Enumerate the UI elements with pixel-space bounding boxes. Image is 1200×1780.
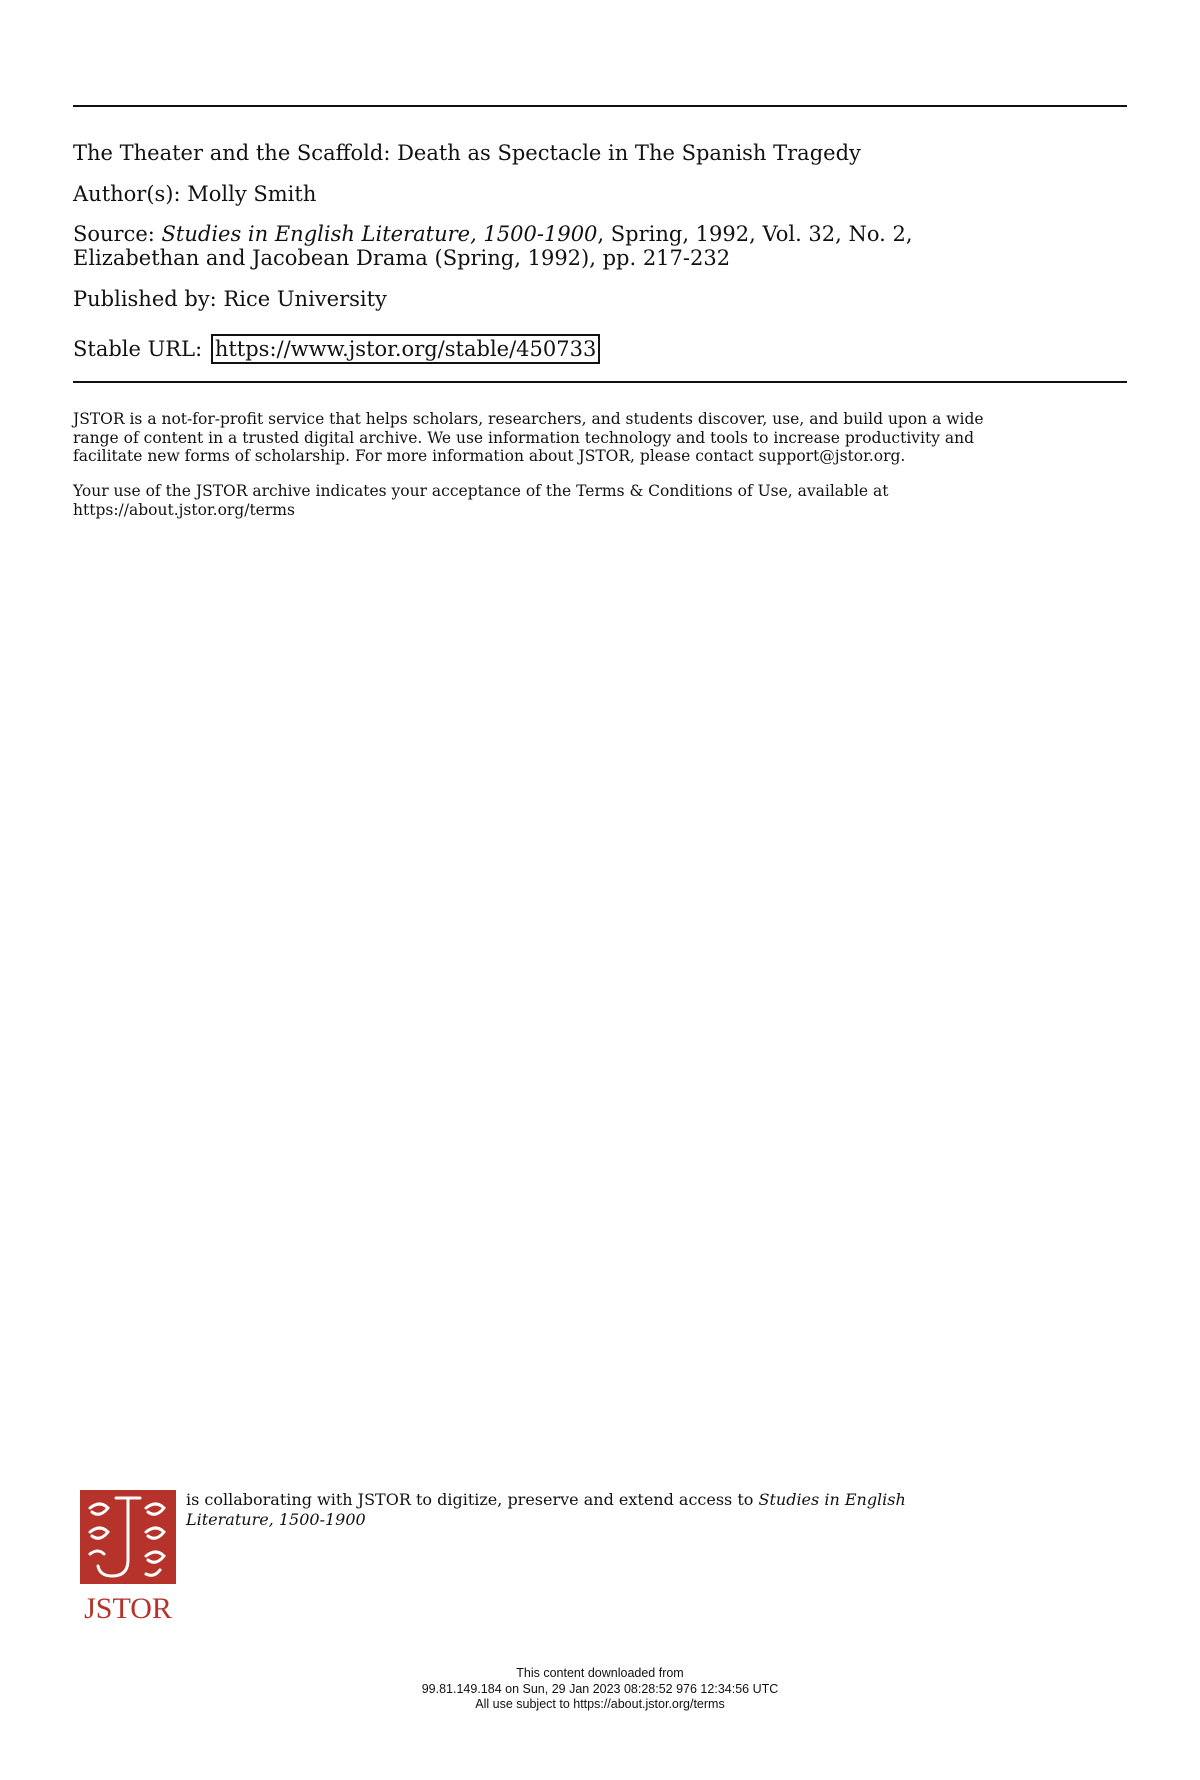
author-name: Molly Smith: [187, 182, 317, 206]
stable-url-label: Stable URL:: [73, 337, 203, 361]
publisher-label: Published by:: [73, 287, 217, 311]
journal-title: Studies in English Literature, 1500-1900: [161, 222, 598, 246]
publisher-name: Rice University: [223, 287, 387, 311]
footer-line: 99.81.149.184 on Sun, 29 Jan 2023 08:28:52 976 12:34:56 UTC: [421, 1681, 779, 1696]
source-line: [73, 222, 1133, 270]
download-footer: [0, 1666, 1200, 1713]
footer-line: All use subject to https://about.jstor.org/terms: [475, 1697, 725, 1711]
collaboration-journal: Studies in English: [758, 1490, 906, 1509]
jstor-logo-icon: [76, 1490, 180, 1624]
middle-divider: [73, 381, 1127, 383]
article-title: The Theater and the Scaffold: Death as Spectacle in The Spanish Tragedy: [73, 141, 861, 165]
author-label: Author(s):: [73, 182, 181, 206]
terms-notice-paragraph: [73, 482, 1133, 519]
author-line: [73, 182, 1133, 206]
top-divider: [73, 105, 1127, 107]
collaboration-journal-cont: Literature, 1500-1900: [186, 1510, 366, 1529]
source-issue: , Spring, 1992, Vol. 32, No. 2,: [597, 222, 913, 246]
notice-line: range of content in a trusted digital archive. We use information technology and tools to increase productivity and: [73, 428, 975, 447]
footer-line: This content downloaded from: [516, 1666, 684, 1680]
source-issue-details: Elizabethan and Jacobean Drama (Spring, 1992), pp. 217-232: [73, 246, 731, 270]
publisher-line: [73, 287, 1133, 311]
terms-url: https://about.jstor.org/terms: [73, 500, 295, 519]
collaboration-statement: [186, 1490, 1086, 1530]
stable-url-line: [73, 334, 1133, 364]
source-label: Source:: [73, 222, 155, 246]
notice-line: facilitate new forms of scholarship. For more information about JSTOR, please contact support@jstor.org.: [73, 447, 906, 465]
terms-line: Your use of the JSTOR archive indicates your acceptance of the Terms & Conditions of Use, available at: [73, 482, 889, 500]
jstor-logo: [76, 1490, 180, 1624]
collaboration-text: is collaborating with JSTOR to digitize, preserve and extend access to: [186, 1490, 759, 1509]
stable-url-link[interactable]: https://www.jstor.org/stable/450733: [211, 334, 601, 364]
jstor-wordmark: JSTOR: [84, 1592, 172, 1624]
jstor-notice-paragraph: [73, 410, 1133, 466]
notice-line: JSTOR is a not-for-profit service that helps scholars, researchers, and students discover, use, and build upon a wide: [73, 410, 984, 428]
